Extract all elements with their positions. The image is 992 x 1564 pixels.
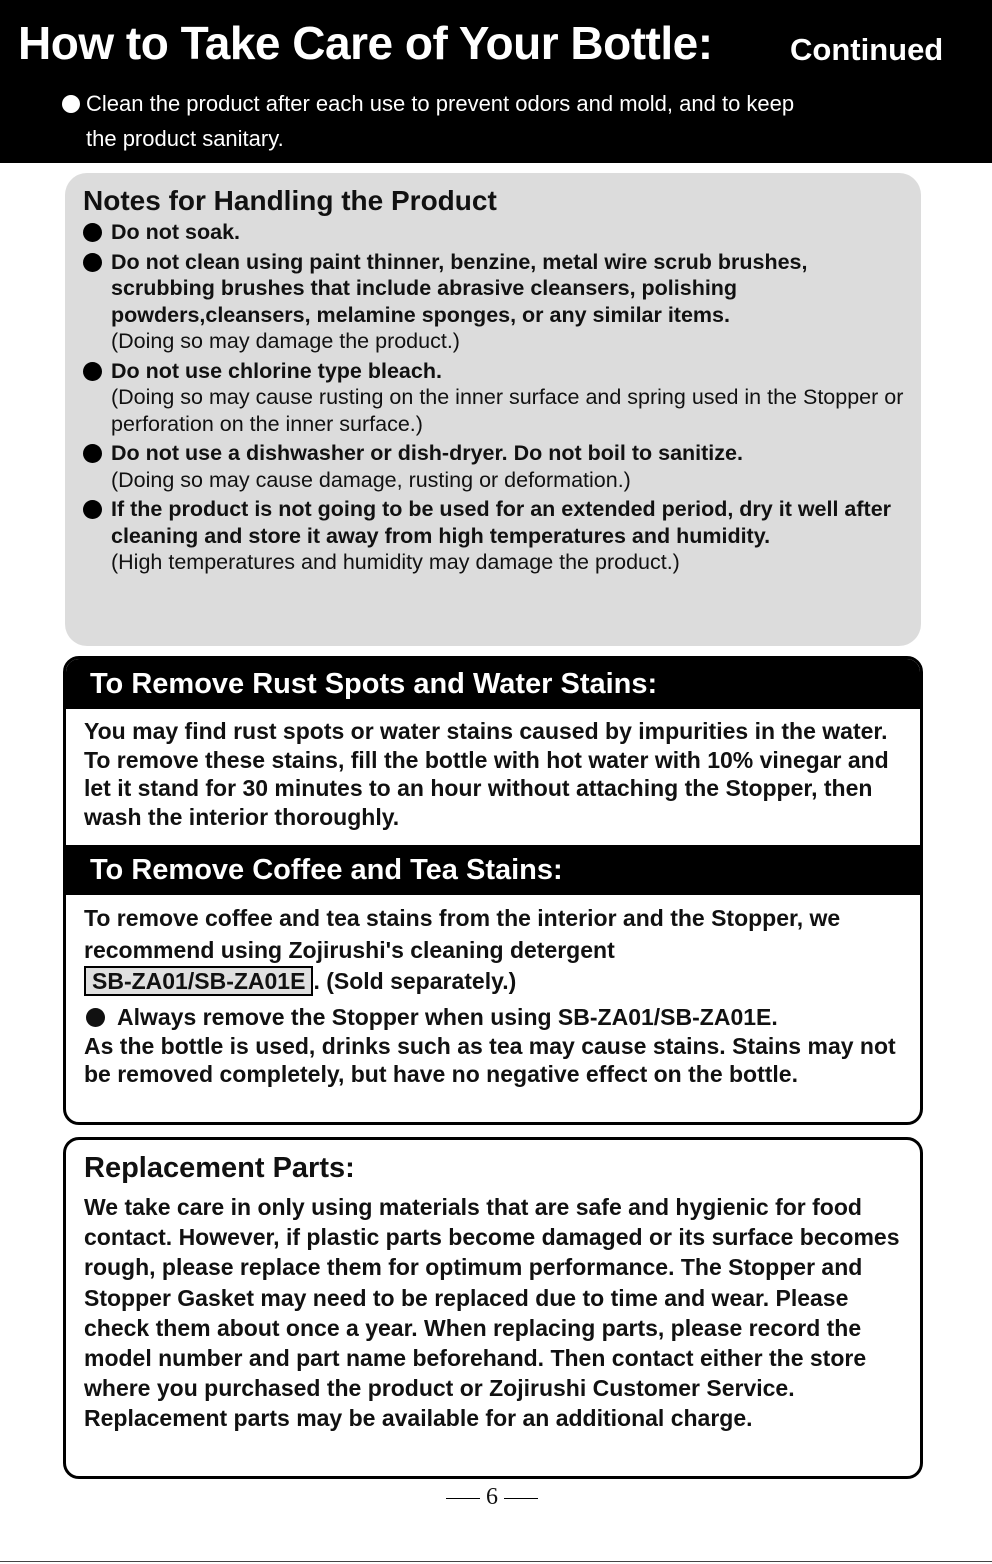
list-item — [83, 358, 913, 438]
coffee-section-body — [84, 903, 910, 998]
page-number-value: 6 — [486, 1484, 498, 1510]
rust-section-header — [66, 659, 920, 709]
replacement-title: Replacement Parts: — [84, 1152, 355, 1184]
intro-line-1: Clean the product after each use to prevent odors and mold, and to keep — [86, 91, 795, 116]
note-detail: (Doing so may cause rusting on the inner surface and spring used in the Stopper or perforation on the inner surface.) — [111, 385, 904, 436]
rust-section-title: To Remove Rust Spots and Water Stains: — [90, 668, 658, 700]
page-number — [0, 1484, 984, 1511]
notes-title: Notes for Handling the Product — [83, 185, 497, 216]
intro-text — [62, 86, 942, 156]
replacement-parts-panel — [63, 1137, 923, 1479]
note-bold: If the product is not going to be used for an extended period, dry it well after cleaning and store it away from high temperatures and humidity. — [111, 497, 892, 548]
rust-section-body: You may find rust spots or water stains caused by impurities in the water. To remove these stains, fill the bottle with hot water with 10% vinegar and let it stand for 30 minutes to an hour without attaching the Stopper, then wash the interior thoroughly. — [84, 718, 889, 830]
continued-label: Continued — [790, 32, 944, 67]
bullet-icon — [83, 444, 102, 463]
replacement-body: We take care in only using materials that are safe and hygienic for food contact. However, if plastic parts become damaged or its surface becomes rough, please replace them for optimum performance. The Stopper and Stopper Gasket may need to be replaced due to time and wear. Please check them about once a year. When replacing parts, please record the model number and part name beforehand. Then contact either the store where you purchased the product or Zojirushi Customer Service. Replacement parts may be available for an additional charge. — [84, 1194, 900, 1432]
note-detail: (Doing so may cause damage, rusting or deformation.) — [111, 467, 631, 492]
notes-list — [83, 219, 913, 579]
list-item — [83, 496, 913, 576]
coffee-after: As the bottle is used, drinks such as tea may cause stains. Stains may not be removed completely, but have no negative effect on the bottle. — [84, 1032, 896, 1087]
note-detail: (Doing so may damage the product.) — [111, 329, 460, 353]
note-bold: Do not clean using paint thinner, benzine, metal wire scrub brushes, scrubbing brushes that include abrasive cleansers, polishing powders,cleansers, melamine sponges, or any similar items. — [111, 249, 808, 327]
bottom-divider — [0, 1561, 992, 1562]
coffee-body-post: . (Sold separately.) — [313, 968, 517, 994]
page-header — [0, 0, 992, 163]
note-bold: Do not use a dishwasher or dish-dryer. Do not boil to sanitize. — [111, 441, 743, 465]
page-title: How to Take Care of Your Bottle: — [18, 17, 713, 69]
list-item — [83, 219, 913, 246]
coffee-bullet: Always remove the Stopper when using SB-ZA01/SB-ZA01E. — [117, 1004, 778, 1030]
coffee-section-header — [66, 845, 920, 895]
note-bold: Do not use chlorine type bleach. — [111, 358, 442, 383]
bullet-icon — [62, 95, 80, 113]
bullet-icon — [83, 362, 102, 381]
coffee-section-title: To Remove Coffee and Tea Stains: — [90, 854, 563, 886]
handling-notes-panel — [65, 173, 921, 646]
bullet-icon — [86, 1008, 105, 1027]
note-bold: Do not soak. — [111, 220, 241, 244]
model-number-box: SB-ZA01/SB-ZA01E — [84, 966, 313, 996]
intro-line-2: the product sanitary. — [86, 126, 284, 151]
dash-icon — [504, 1498, 538, 1499]
coffee-body-pre: To remove coffee and tea stains from the interior and the Stopper, we recommend using Zojirushi's cleaning detergent — [84, 905, 841, 963]
bullet-icon — [83, 223, 102, 242]
stain-removal-panel — [63, 656, 923, 1125]
note-detail: (High temperatures and humidity may damage the product.) — [111, 550, 680, 574]
list-item — [83, 440, 913, 493]
dash-icon — [446, 1498, 480, 1499]
bullet-icon — [83, 253, 102, 272]
coffee-section-note — [84, 1003, 910, 1089]
bullet-icon — [83, 500, 102, 519]
list-item — [83, 249, 913, 355]
